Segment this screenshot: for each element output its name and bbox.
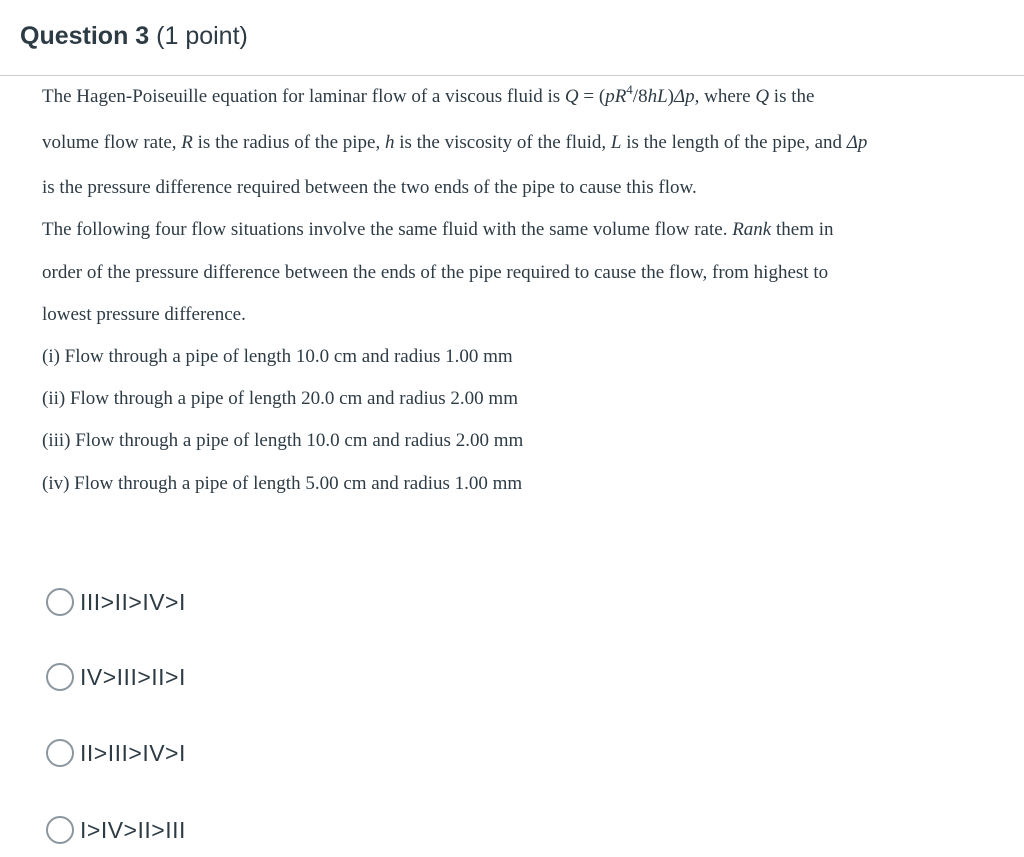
- radio-button[interactable]: [46, 739, 74, 767]
- question-title: [20, 22, 248, 51]
- case-ii: (ii) Flow through a pipe of length 20.0 cm and radius 2.00 mm: [42, 388, 518, 409]
- question-text-line-6: lowest pressure difference.: [42, 304, 246, 325]
- radio-button[interactable]: [46, 663, 74, 691]
- answer-option-4[interactable]: [46, 814, 186, 846]
- question-header: [0, 0, 1024, 76]
- answer-option-2[interactable]: [46, 661, 186, 693]
- answer-label[interactable]: I>IV>II>III: [80, 816, 186, 843]
- question-text-line-2: volume flow rate, R is the radius of the pipe, h is the viscosity of the fluid, L is the length of the pipe, and Δp: [42, 132, 868, 153]
- question-number: Question 3: [20, 22, 150, 50]
- question-points: (1 point): [156, 22, 248, 50]
- answer-label[interactable]: III>II>IV>I: [80, 588, 186, 615]
- case-i: (i) Flow through a pipe of length 10.0 cm and radius 1.00 mm: [42, 346, 513, 367]
- case-iv: (iv) Flow through a pipe of length 5.00 cm and radius 1.00 mm: [42, 473, 523, 494]
- answer-label[interactable]: II>III>IV>I: [80, 739, 186, 766]
- question-text-line-5: order of the pressure difference between the ends of the pipe required to cause the flow, from highest to: [42, 262, 829, 283]
- answer-option-3[interactable]: [46, 737, 186, 769]
- answer-label[interactable]: IV>III>II>I: [80, 663, 186, 690]
- radio-button[interactable]: [46, 588, 74, 616]
- answer-option-1[interactable]: [46, 586, 186, 618]
- question-text-line-4: The following four flow situations involve the same fluid with the same volume flow rate. Rank them in: [42, 219, 834, 240]
- question-text-line-1: The Hagen-Poiseuille equation for laminar flow of a viscous fluid is $Q = (pR^4/8hL)\Delta p$, where Q is the: [42, 81, 815, 107]
- radio-button[interactable]: [46, 816, 74, 844]
- question-text-line-3: is the pressure difference required between the two ends of the pipe to cause this flow.: [42, 177, 697, 198]
- case-iii: (iii) Flow through a pipe of length 10.0 cm and radius 2.00 mm: [42, 430, 524, 451]
